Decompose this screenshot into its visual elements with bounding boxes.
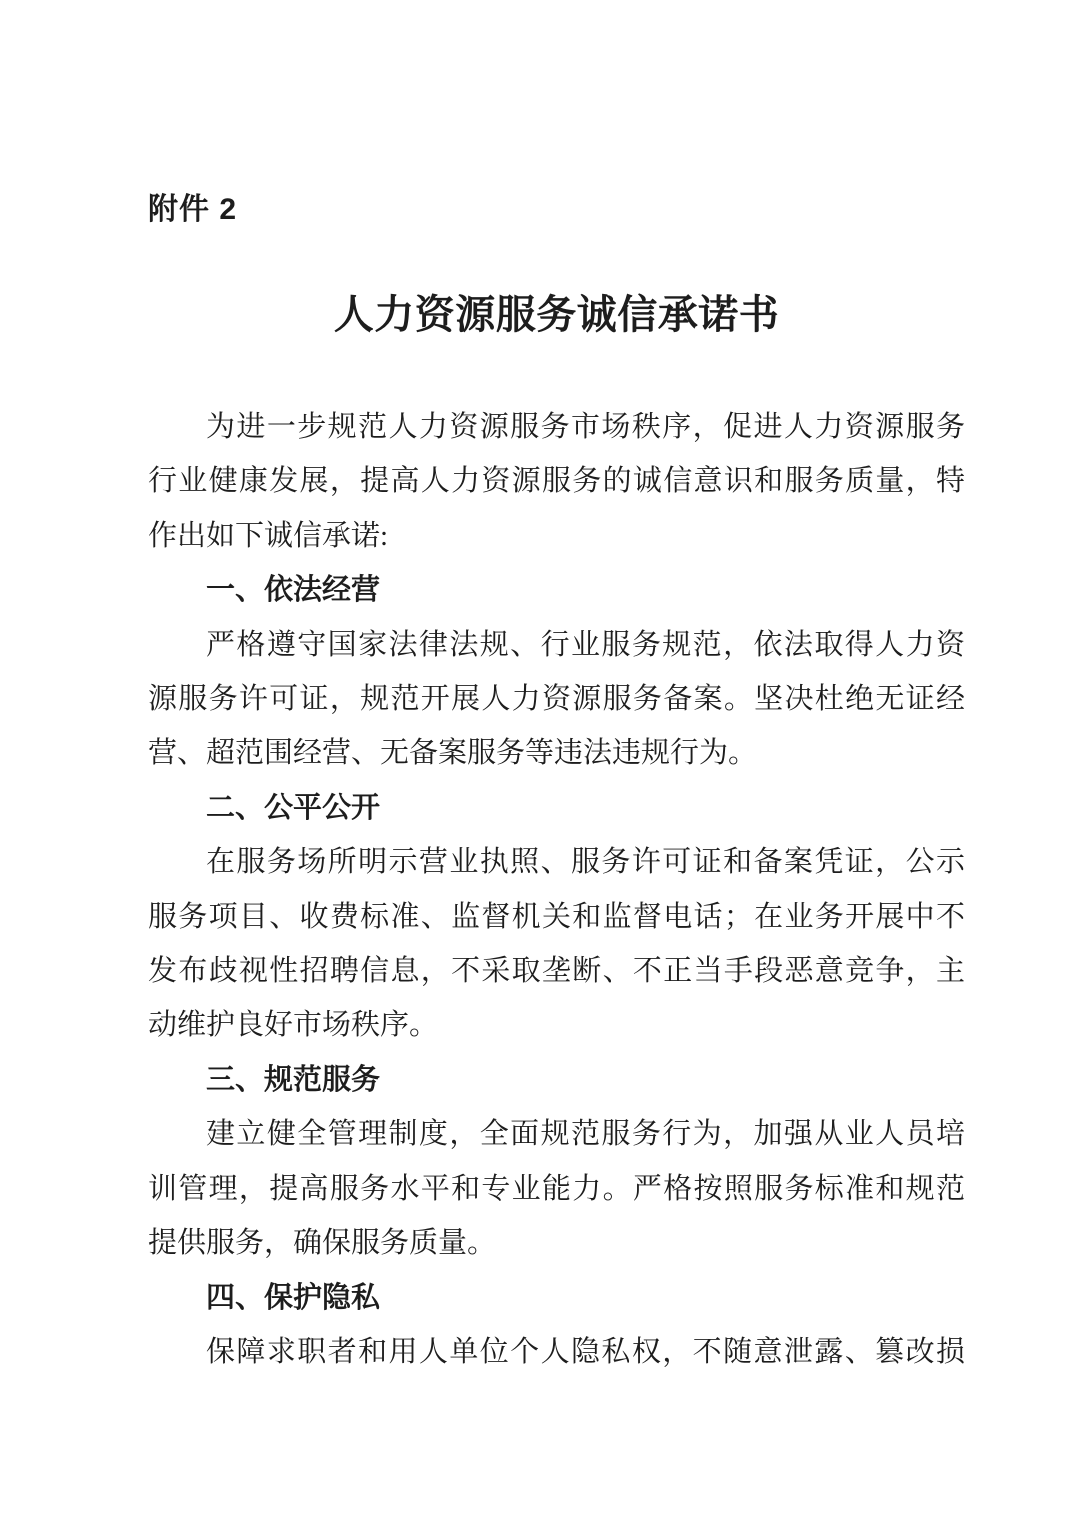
paragraph-line: 保障求职者和用人单位个人隐私权，不随意泄露、篡改损 xyxy=(206,1335,965,1368)
paragraph-line: 服务项目、收费标准、监督机关和监督电话；在业务开展中不 xyxy=(148,900,965,933)
document-body xyxy=(148,400,965,1379)
paragraph-line: 发布歧视性招聘信息，不采取垄断、不正当手段恶意竞争，主 xyxy=(148,955,965,988)
section-heading: 四、保护隐私 xyxy=(206,1281,381,1314)
paragraph-line: 动维护良好市场秩序。 xyxy=(148,1009,439,1042)
paragraph-line: 训管理，提高服务水平和专业能力。严格按照服务标准和规范 xyxy=(148,1172,965,1205)
attachment-label: 附件 2 xyxy=(148,193,238,226)
paragraph-line: 提供服务，确保服务质量。 xyxy=(148,1227,497,1260)
paragraph-line: 行业健康发展，提高人力资源服务的诚信意识和服务质量，特 xyxy=(148,465,965,498)
section-heading: 三、规范服务 xyxy=(206,1063,381,1096)
paragraph-line: 作出如下诚信承诺: xyxy=(148,519,389,552)
section-heading: 一、依法经营 xyxy=(206,574,381,607)
page-title: 人力资源服务诚信承诺书 xyxy=(333,292,780,337)
paragraph-line: 建立健全管理制度，全面规范服务行为，加强从业人员培 xyxy=(206,1118,965,1151)
paragraph-line: 严格遵守国家法律法规、行业服务规范，依法取得人力资 xyxy=(206,628,965,661)
section-heading: 二、公平公开 xyxy=(206,791,381,824)
paragraph-line: 在服务场所明示营业执照、服务许可证和备案凭证，公示 xyxy=(206,846,965,879)
paragraph-line: 源服务许可证，规范开展人力资源服务备案。坚决杜绝无证经 xyxy=(148,683,965,716)
paragraph-line: 营、超范围经营、无备案服务等违法违规行为。 xyxy=(148,737,758,770)
paragraph-line: 为进一步规范人力资源服务市场秩序，促进人力资源服务 xyxy=(206,411,965,443)
